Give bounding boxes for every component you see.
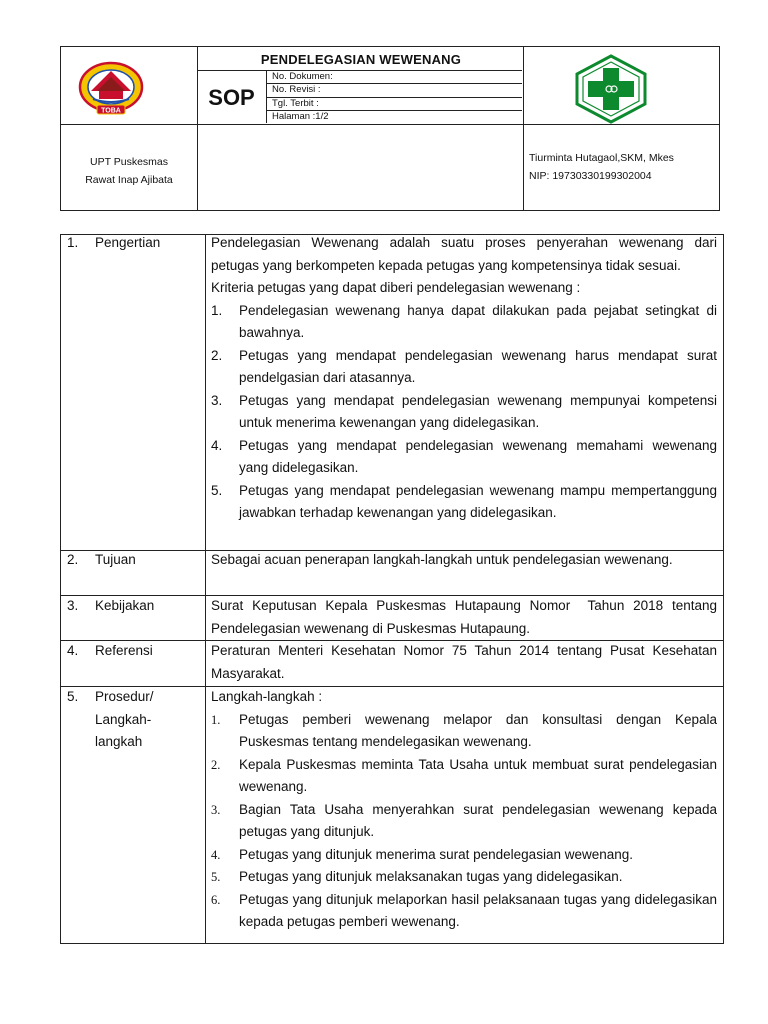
page-number: Halaman :1/2 <box>272 111 329 122</box>
section-title: Kebijakan <box>95 598 155 613</box>
item-text: Petugas yang mendapat pendelegasian wewenang mampu mempertanggung jawabkan terhadap kewenangan yang didelegasikan. <box>239 482 717 520</box>
unit-line: Rawat Inap Ajibata <box>85 174 173 186</box>
list-item <box>211 889 717 934</box>
list-item <box>211 709 717 754</box>
item-text: Petugas yang ditunjuk melaksanakan tugas yang didelegasikan. <box>239 869 623 884</box>
section-title: Pengertian <box>95 235 161 250</box>
list-item <box>211 799 717 844</box>
sop-label: SOP <box>208 85 255 110</box>
item-number: 5. <box>211 482 223 498</box>
item-number: 4. <box>211 847 221 862</box>
item-number: 2. <box>211 347 223 363</box>
signatory <box>529 149 674 185</box>
section-content <box>211 686 717 934</box>
list-item <box>211 435 717 480</box>
list-item <box>211 345 717 390</box>
logo-text: TOBA <box>101 107 121 115</box>
title-line: Prosedur/ <box>95 689 154 704</box>
item-text: Bagian Tata Usaha menyerahkan surat pendelegasian wewenang kepada petugas yang ditunjuk. <box>239 801 717 839</box>
list-item <box>211 300 717 345</box>
revision-number: No. Revisi : <box>272 84 321 95</box>
divider <box>523 47 524 210</box>
section-content: Sebagai acuan penerapan langkah-langkah untuk pendelegasian wewenang. <box>211 552 673 567</box>
list-item <box>211 754 717 799</box>
criteria-intro: Kriteria petugas yang dapat diberi pendelegasian wewenang : <box>211 280 581 295</box>
item-text: Petugas yang ditunjuk menerima surat pendelegasian wewenang. <box>239 846 634 862</box>
item-text: Kepala Puskesmas meminta Tata Usaha untuk membuat surat pendelegasian wewenang. <box>239 756 717 794</box>
section-content: Surat Keputusan Kepala Puskesmas Hutapaung Nomor Tahun 2018 tentang Pendelegasian wewenang di Puskesmas Hutapaung. <box>211 598 721 636</box>
title-line: Langkah- <box>95 711 152 727</box>
item-text: Petugas yang mendapat pendelegasian wewenang mempunyai kompetensi untuk menerima kewenangan yang didelegasikan. <box>239 392 717 430</box>
list-item <box>211 390 717 435</box>
item-text: Petugas yang mendapat pendelegasian wewenang harus mendapat surat pendelgasian dari atasannya. <box>239 347 717 385</box>
item-number: 5. <box>211 870 221 884</box>
section-number: 5. <box>67 689 79 704</box>
document-number: No. Dokumen: <box>272 71 333 82</box>
sop-header <box>60 46 720 211</box>
item-text: Petugas yang mendapat pendelegasian wewenang memahami wewenang yang didelegasikan. <box>239 437 717 475</box>
divider <box>61 124 719 125</box>
item-text: Petugas pemberi wewenang melapor dan konsultasi dengan Kepala Puskesmas tentang mendelegasikan wewenang. <box>239 711 717 749</box>
sop-content-table <box>60 234 724 944</box>
item-number: 6. <box>211 892 221 907</box>
steps-intro: Langkah-langkah : <box>211 689 323 704</box>
issue-date: Tgl. Terbit : <box>272 98 319 109</box>
signatory-nip: NIP: 19730330199302004 <box>529 170 652 182</box>
title-line: langkah <box>95 734 143 749</box>
item-number: 1. <box>211 302 223 318</box>
item-number: 3. <box>211 392 223 408</box>
section-number: 4. <box>67 643 79 658</box>
item-text: Petugas yang ditunjuk melaporkan hasil pelaksanaan tugas yang didelegasikan kepada petugas pemberi wewenang. <box>239 891 717 929</box>
section-title <box>95 686 199 754</box>
list-item <box>211 480 717 525</box>
item-number: 4. <box>211 437 223 453</box>
section-content: Peraturan Menteri Kesehatan Nomor 75 Tahun 2014 tentang Pusat Kesehatan Masyarakat. <box>211 643 717 681</box>
signatory-name: Tiurminta Hutagaol,SKM, Mkes <box>529 152 674 164</box>
section-number: 1. <box>67 235 79 250</box>
section-number: 2. <box>67 552 79 567</box>
item-number: 1. <box>211 712 221 727</box>
item-text: Pendelegasian wewenang hanya dapat dilakukan pada pejabat setingkat di bawahnya. <box>239 302 717 340</box>
puskesmas-logo <box>573 54 649 124</box>
regency-logo <box>77 61 145 117</box>
section-title: Referensi <box>95 643 153 658</box>
section-content <box>211 232 717 525</box>
item-number: 3. <box>211 802 221 817</box>
definition-text: Pendelegasian Wewenang adalah suatu proses penyerahan wewenang dari petugas yang berkompeten kepada petugas yang kompetensinya tidak sesuai. <box>211 235 717 273</box>
section-title: Tujuan <box>95 552 136 567</box>
column-divider <box>205 235 206 943</box>
list-item <box>211 866 717 889</box>
unit-line: UPT Puskesmas <box>90 156 168 168</box>
document-title: PENDELEGASIAN WEWENANG <box>260 52 462 67</box>
item-number: 2. <box>211 757 221 772</box>
list-item <box>211 844 717 867</box>
section-number: 3. <box>67 598 79 613</box>
health-center-name <box>61 153 197 189</box>
